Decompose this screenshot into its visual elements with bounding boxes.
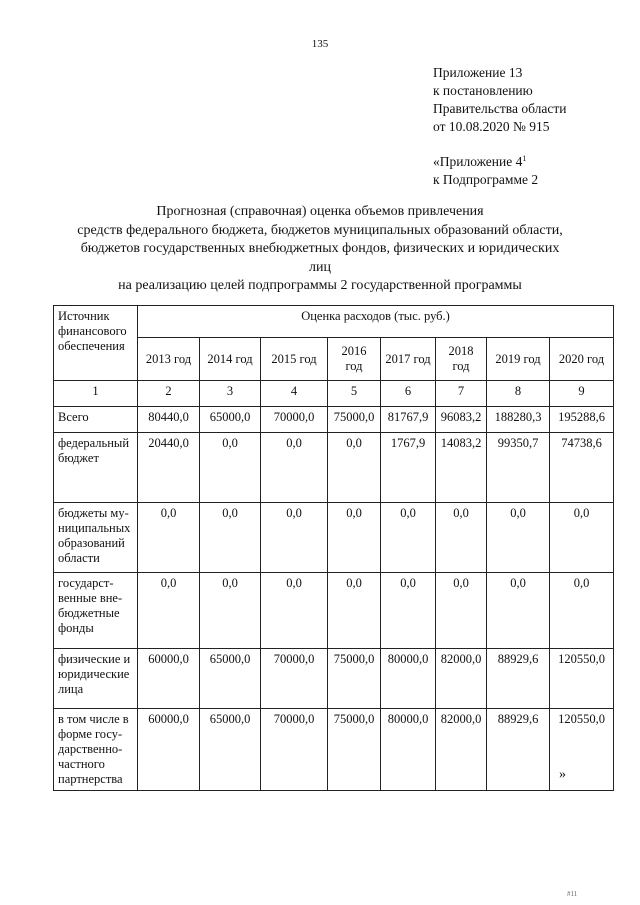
column-number: 6 bbox=[381, 381, 436, 407]
cell-value: 0,0 bbox=[436, 573, 487, 649]
cell-value: 80000,0 bbox=[381, 709, 436, 791]
document-title bbox=[40, 203, 600, 296]
cell-value: 88929,6 bbox=[487, 649, 550, 709]
annex-sub-header bbox=[433, 150, 538, 189]
cell-value: 60000,0 bbox=[138, 709, 200, 791]
cell-value: 75000,0 bbox=[328, 709, 381, 791]
row-label: федеральный бюджет bbox=[54, 433, 138, 503]
title-line-4: лиц bbox=[309, 259, 331, 275]
cell-value: 82000,0 bbox=[436, 649, 487, 709]
funding-table bbox=[53, 305, 614, 791]
year-header: 2015 год bbox=[261, 338, 328, 381]
cell-value: 0,0 bbox=[381, 503, 436, 573]
footer-mark: #11 bbox=[567, 890, 578, 898]
cell-value: 188280,3 bbox=[487, 407, 550, 433]
cell-value: 14083,2 bbox=[436, 433, 487, 503]
cell-value: 88929,6 bbox=[487, 709, 550, 791]
annex-sub-superscript: 1 bbox=[522, 154, 527, 163]
cell-value: 0,0 bbox=[436, 503, 487, 573]
cell-value: 70000,0 bbox=[261, 709, 328, 791]
column-number: 8 bbox=[487, 381, 550, 407]
year-header: 2016 год bbox=[328, 338, 381, 381]
title-line-2: средств федерального бюджета, бюджетов муниципальных образований области, bbox=[77, 222, 563, 238]
cell-value: 65000,0 bbox=[200, 407, 261, 433]
closing-quote: » bbox=[559, 767, 566, 782]
column-number: 5 bbox=[328, 381, 381, 407]
cell-value: 60000,0 bbox=[138, 649, 200, 709]
annex-header bbox=[433, 64, 566, 136]
cell-value: 65000,0 bbox=[200, 649, 261, 709]
funding-table-body bbox=[54, 306, 614, 791]
cell-value: 75000,0 bbox=[328, 407, 381, 433]
year-header: 2019 год bbox=[487, 338, 550, 381]
annex-sub-line-2: к Подпрограмме 2 bbox=[433, 172, 539, 187]
cell-value: 75000,0 bbox=[328, 649, 381, 709]
row-label: Всего bbox=[54, 407, 138, 433]
table-row bbox=[54, 709, 614, 791]
column-number: 9 bbox=[550, 381, 614, 407]
cell-value: 0,0 bbox=[138, 573, 200, 649]
page-number: 135 bbox=[311, 38, 329, 50]
annex-line-2: к постановлению bbox=[433, 83, 533, 98]
cell-value: 0,0 bbox=[550, 573, 614, 649]
cell-value: 195288,6 bbox=[550, 407, 614, 433]
source-header: Источник финансового обеспечения bbox=[54, 306, 138, 381]
table-row bbox=[54, 573, 614, 649]
title-line-1: Прогнозная (справочная) оценка объемов привлечения bbox=[156, 204, 484, 219]
cell-value: 82000,0 bbox=[436, 709, 487, 791]
column-number-row bbox=[54, 381, 614, 407]
column-number: 1 bbox=[54, 381, 138, 407]
row-label: физические и юридические лица bbox=[54, 649, 138, 709]
cell-value: 96083,2 bbox=[436, 407, 487, 433]
table-row bbox=[54, 503, 614, 573]
annex-line-3: Правительства области bbox=[433, 101, 567, 116]
estimate-header: Оценка расходов (тыс. руб.) bbox=[138, 306, 614, 338]
year-header-row bbox=[54, 338, 614, 381]
year-header: 2013 год bbox=[138, 338, 200, 381]
cell-value: 20440,0 bbox=[138, 433, 200, 503]
cell-value: 80440,0 bbox=[138, 407, 200, 433]
row-label: бюджеты му-ниципальных образований области bbox=[54, 503, 138, 573]
cell-value: 0,0 bbox=[381, 573, 436, 649]
cell-value: 65000,0 bbox=[200, 709, 261, 791]
cell-value: 120550,0 bbox=[550, 709, 614, 791]
annex-line-4: от 10.08.2020 № 915 bbox=[433, 119, 550, 134]
cell-value: 0,0 bbox=[261, 573, 328, 649]
cell-value: 70000,0 bbox=[261, 649, 328, 709]
cell-value: 0,0 bbox=[550, 503, 614, 573]
cell-value: 0,0 bbox=[200, 573, 261, 649]
table-row bbox=[54, 407, 614, 433]
cell-value: 81767,9 bbox=[381, 407, 436, 433]
cell-value: 0,0 bbox=[261, 503, 328, 573]
column-number: 4 bbox=[261, 381, 328, 407]
cell-value: 0,0 bbox=[487, 503, 550, 573]
cell-value: 0,0 bbox=[328, 503, 381, 573]
year-header: 2014 год bbox=[200, 338, 261, 381]
column-number: 3 bbox=[200, 381, 261, 407]
annex-sub-line-1 bbox=[433, 150, 538, 171]
row-label: в том числе в форме госу-дарственно-частного партнерства bbox=[54, 709, 138, 791]
cell-value: 0,0 bbox=[487, 573, 550, 649]
column-number: 2 bbox=[138, 381, 200, 407]
cell-value: 0,0 bbox=[261, 433, 328, 503]
table-row bbox=[54, 433, 614, 503]
cell-value: 70000,0 bbox=[261, 407, 328, 433]
cell-value: 0,0 bbox=[328, 573, 381, 649]
cell-value: 120550,0 bbox=[550, 649, 614, 709]
annex-sub-text: «Приложение 4 bbox=[433, 154, 523, 169]
cell-value: 0,0 bbox=[200, 503, 261, 573]
cell-value: 0,0 bbox=[138, 503, 200, 573]
cell-value: 1767,9 bbox=[381, 433, 436, 503]
cell-value: 0,0 bbox=[200, 433, 261, 503]
cell-value: 74738,6 bbox=[550, 433, 614, 503]
year-header: 2018 год bbox=[436, 338, 487, 381]
year-header: 2020 год bbox=[550, 338, 614, 381]
cell-value: 99350,7 bbox=[487, 433, 550, 503]
year-header: 2017 год bbox=[381, 338, 436, 381]
table-row bbox=[54, 649, 614, 709]
row-label: государст-венные вне-бюджетные фонды bbox=[54, 573, 138, 649]
cell-value: 0,0 bbox=[328, 433, 381, 503]
title-line-3: бюджетов государственных внебюджетных фондов, физических и юридических bbox=[80, 241, 560, 256]
annex-line-1: Приложение 13 bbox=[433, 65, 523, 80]
table-header-row bbox=[54, 306, 614, 338]
column-number: 7 bbox=[436, 381, 487, 407]
cell-value: 80000,0 bbox=[381, 649, 436, 709]
title-line-5: на реализацию целей подпрограммы 2 государственной программы bbox=[118, 278, 522, 293]
